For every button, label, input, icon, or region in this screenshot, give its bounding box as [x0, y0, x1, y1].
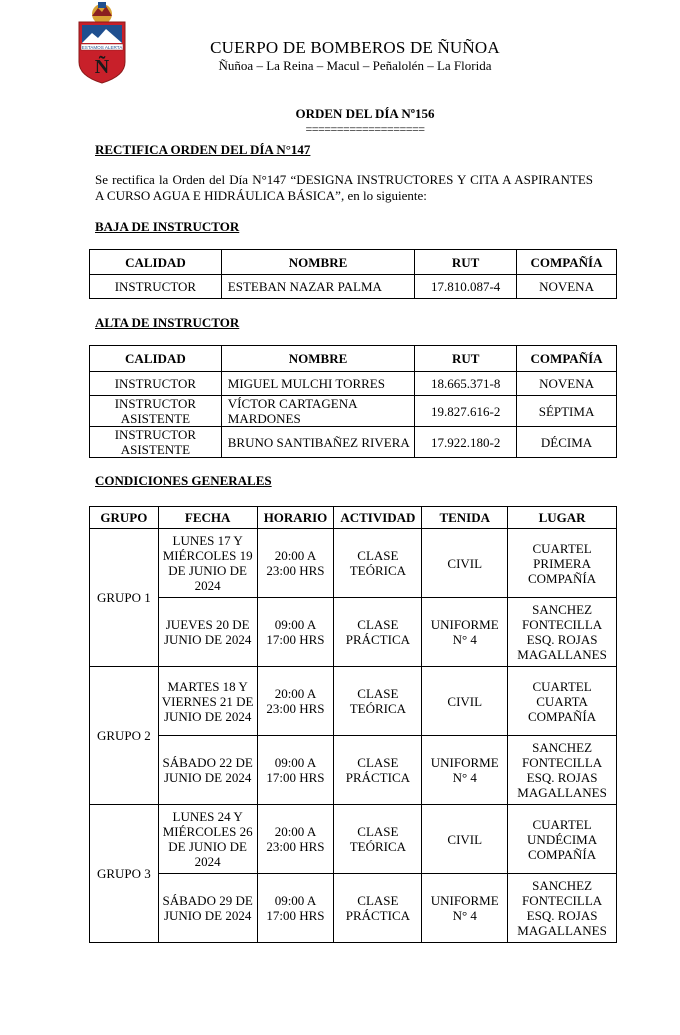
condiciones-heading: CONDICIONES GENERALES	[95, 473, 272, 488]
cell-fecha: LUNES 17 Y MIÉRCOLES 19 DE JUNIO DE 2024	[158, 529, 257, 598]
cell-horario: 20:00 A 23:00 HRS	[257, 805, 334, 874]
header-compania: COMPAÑÍA	[517, 250, 617, 275]
cell-calidad: INSTRUCTOR ASISTENTE	[90, 396, 222, 427]
cell-tenida: UNIFORME N° 4	[422, 598, 508, 667]
cell-rut: 17.810.087-4	[415, 275, 517, 299]
cell-grupo: GRUPO 2	[90, 667, 159, 805]
order-title: ORDEN DEL DÍA Nº156	[295, 106, 435, 121]
institution-communes: Ñuñoa – La Reina – Macul – Peñalolén – La Florida	[218, 58, 492, 73]
cell-calidad: INSTRUCTOR	[90, 275, 222, 299]
logo-banner-text: ESTAMOS ALERTA	[81, 45, 123, 50]
cell-compania: NOVENA	[517, 275, 617, 299]
order-title-rule: ===================	[305, 122, 425, 136]
rectifica-paragraph: Se rectifica la Orden del Día N°147 “DESIGNA INSTRUCTORES Y CITA A ASPIRANTES A CURSO AGUA E HIDRÁULICA BÁSICA”, en lo siguiente:	[95, 172, 593, 203]
header-nombre: NOMBRE	[221, 250, 414, 275]
logo-letter: Ñ	[94, 56, 110, 78]
cell-nombre: VÍCTOR CARTAGENA MARDONES	[221, 396, 414, 427]
cell-compania: NOVENA	[517, 372, 617, 396]
table-row	[90, 529, 617, 598]
cell-horario: 09:00 A 17:00 HRS	[257, 874, 334, 943]
cell-horario: 20:00 A 23:00 HRS	[257, 529, 334, 598]
institution-title: CUERPO DE BOMBEROS DE ÑUÑOA	[210, 38, 500, 57]
cell-rut: 17.922.180-2	[415, 427, 517, 458]
cell-calidad: INSTRUCTOR ASISTENTE	[90, 427, 222, 458]
cell-horario: 09:00 A 17:00 HRS	[257, 736, 334, 805]
cell-tenida: CIVIL	[422, 667, 508, 736]
cell-fecha: SÁBADO 22 DE JUNIO DE 2024	[158, 736, 257, 805]
header-compania: COMPAÑÍA	[517, 346, 617, 372]
cell-lugar: CUARTEL PRIMERA COMPAÑÍA	[508, 529, 617, 598]
cell-lugar: SANCHEZ FONTECILLA ESQ. ROJAS MAGALLANES	[508, 598, 617, 667]
cell-horario: 09:00 A 17:00 HRS	[257, 598, 334, 667]
header-calidad: CALIDAD	[90, 250, 222, 275]
cell-actividad: CLASE PRÁCTICA	[334, 736, 422, 805]
cell-lugar: CUARTEL CUARTA COMPAÑÍA	[508, 667, 617, 736]
cell-fecha: JUEVES 20 DE JUNIO DE 2024	[158, 598, 257, 667]
cell-actividad: CLASE TEÓRICA	[334, 805, 422, 874]
table-row	[90, 275, 617, 299]
baja-heading: BAJA DE INSTRUCTOR	[95, 219, 240, 234]
header-actividad: ACTIVIDAD	[334, 507, 422, 529]
cell-actividad: CLASE PRÁCTICA	[334, 874, 422, 943]
cell-tenida: CIVIL	[422, 805, 508, 874]
cell-rut: 19.827.616-2	[415, 396, 517, 427]
table-row	[90, 427, 617, 458]
cell-fecha: LUNES 24 Y MIÉRCOLES 26 DE JUNIO DE 2024	[158, 805, 257, 874]
header-horario: HORARIO	[257, 507, 334, 529]
header-lugar: LUGAR	[508, 507, 617, 529]
cell-actividad: CLASE TEÓRICA	[334, 667, 422, 736]
cell-nombre: BRUNO SANTIBAÑEZ RIVERA	[221, 427, 414, 458]
cell-actividad: CLASE TEÓRICA	[334, 529, 422, 598]
cell-tenida: CIVIL	[422, 529, 508, 598]
cell-fecha: MARTES 18 Y VIERNES 21 DE JUNIO DE 2024	[158, 667, 257, 736]
cell-grupo: GRUPO 1	[90, 529, 159, 667]
condiciones-generales-table	[89, 506, 617, 943]
cell-lugar: CUARTEL UNDÉCIMA COMPAÑÍA	[508, 805, 617, 874]
cell-tenida: UNIFORME N° 4	[422, 736, 508, 805]
table-row	[90, 598, 617, 667]
table-row	[90, 396, 617, 427]
cell-horario: 20:00 A 23:00 HRS	[257, 667, 334, 736]
cell-compania: DÉCIMA	[517, 427, 617, 458]
cell-tenida: UNIFORME N° 4	[422, 874, 508, 943]
cell-lugar: SANCHEZ FONTECILLA ESQ. ROJAS MAGALLANES	[508, 874, 617, 943]
cell-grupo: GRUPO 3	[90, 805, 159, 943]
cell-calidad: INSTRUCTOR	[90, 372, 222, 396]
header-fecha: FECHA	[158, 507, 257, 529]
header-calidad: CALIDAD	[90, 346, 222, 372]
cell-lugar: SANCHEZ FONTECILLA ESQ. ROJAS MAGALLANES	[508, 736, 617, 805]
cell-compania: SÉPTIMA	[517, 396, 617, 427]
cell-fecha: SÁBADO 29 DE JUNIO DE 2024	[158, 874, 257, 943]
rectifica-heading: RECTIFICA ORDEN DEL DÍA N°147	[95, 142, 311, 157]
alta-instructor-table	[89, 345, 617, 458]
header-grupo: GRUPO	[90, 507, 159, 529]
cell-nombre: ESTEBAN NAZAR PALMA	[221, 275, 414, 299]
alta-heading: ALTA DE INSTRUCTOR	[95, 315, 240, 330]
header-rut: RUT	[415, 346, 517, 372]
table-row	[90, 805, 617, 874]
cell-actividad: CLASE PRÁCTICA	[334, 598, 422, 667]
header-rut: RUT	[415, 250, 517, 275]
baja-instructor-table	[89, 249, 617, 299]
table-row	[90, 874, 617, 943]
table-row	[90, 736, 617, 805]
cell-nombre: MIGUEL MULCHI TORRES	[221, 372, 414, 396]
cell-rut: 18.665.371-8	[415, 372, 517, 396]
table-row	[90, 372, 617, 396]
header-nombre: NOMBRE	[221, 346, 414, 372]
header-tenida: TENIDA	[422, 507, 508, 529]
logo-crest	[92, 2, 112, 24]
table-row	[90, 667, 617, 736]
